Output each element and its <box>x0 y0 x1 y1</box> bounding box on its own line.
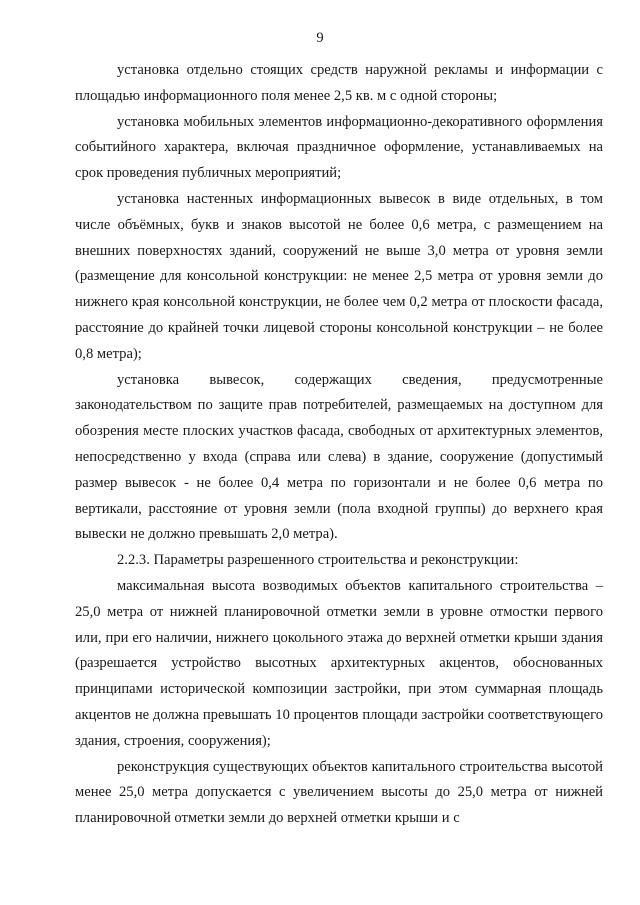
page-number: 9 <box>316 30 324 46</box>
paragraph-consumer-signs: установка вывесок, содержащих сведения, предусмотренные законодательством по защите прав потребителей, размещаемых на доступном для обозрения месте плоских участков фасада, свободных от архитектурных элементов, непосредственно у входа (справа или слева) в здание, сооружение (допустимый размер вывесок - не более 0,4 метра по горизонтали и не более 0,6 метра по вертикали, расстояние от уровня земли (пола входной группы) до верхнего края вывески не должно превышать 2,0 метра). <box>75 371 603 543</box>
body-text <box>75 58 603 832</box>
paragraph-mobile-elements: установка мобильных элементов информационно-декоративного оформления событийного характера, включая праздничное оформление, устанавливаемых на срок проведения публичных мероприятий; <box>75 113 603 182</box>
paragraph-outdoor-ads: установка отдельно стоящих средств наружной рекламы и информации с площадью информационного поля менее 2,5 кв. м с одной стороны; <box>75 62 603 104</box>
paragraph-reconstruction: реконструкция существующих объектов капитального строительства высотой менее 25,0 метра допускается с увеличением высоты до 25,0 метра от нижней планировочной отметки земли до верхней отметки крыши и с <box>75 758 603 827</box>
section-heading-2-2-3: 2.2.3. Параметры разрешенного строительства и реконструкции: <box>117 552 519 569</box>
paragraph-wall-signs: установка настенных информационных вывесок в виде отдельных, в том числе объёмных, букв и знаков высотой не более 0,6 метра, с размещением на внешних поверхностях зданий, сооружений не выше 3,0 метра от уровня земли (размещение для консольной конструкции: не менее 2,5 метра от уровня земли до нижнего края консольной конструкции, не более чем 0,2 метра от плоскости фасада, расстояние до крайней точки лицевой стороны консольной конструкции – не более 0,8 метра); <box>75 190 603 362</box>
paragraph-max-height: максимальная высота возводимых объектов капитального строительства – 25,0 метра от нижней планировочной отметки земли в уровне отмостки первого или, при его наличии, нижнего цокольного этажа до верхней отметки крыши здания (разрешается устройство высотных архитектурных акцентов, обоснованных принципами исторической композиции застройки, при этом суммарная площадь акцентов не должна превышать 10 процентов площади застройки соответствующего здания, строения, сооружения); <box>75 577 603 749</box>
